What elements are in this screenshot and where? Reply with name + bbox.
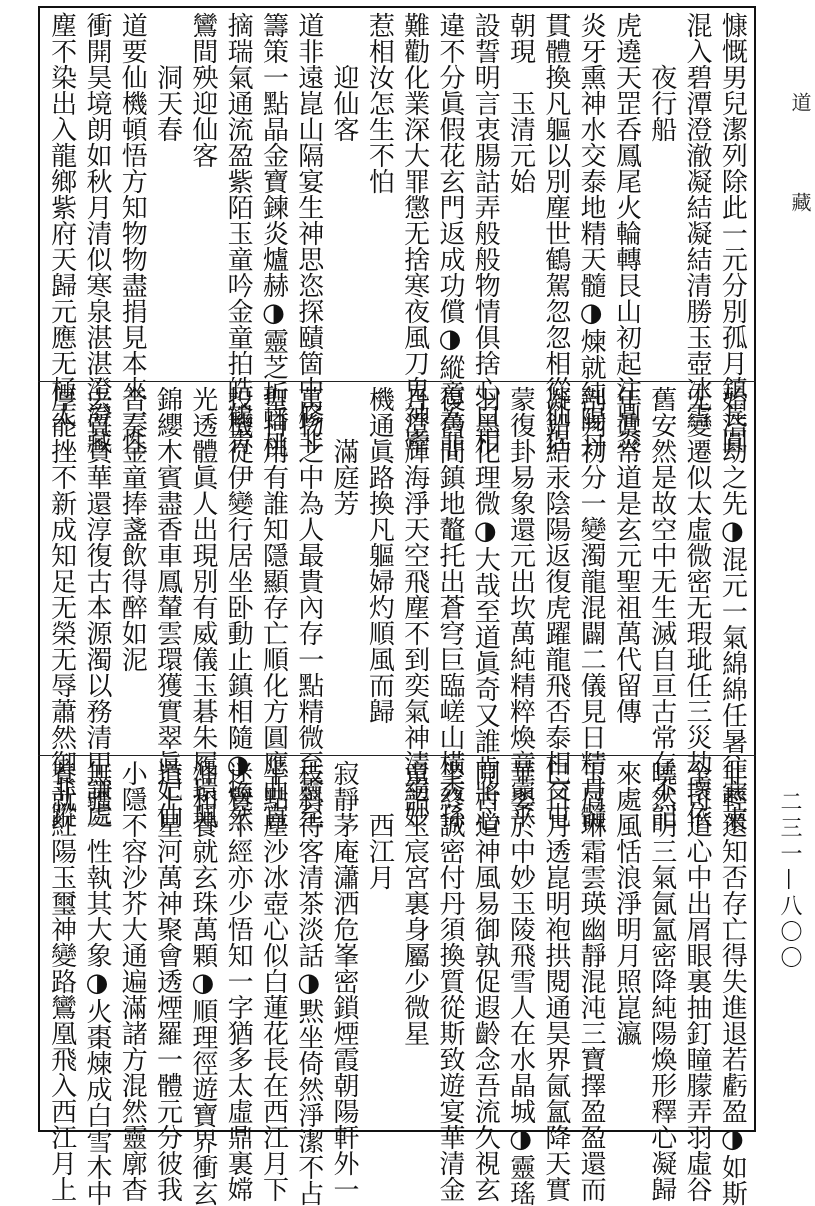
text-column: 道上星河萬神聚會透煙羅一體元分彼我 [152,760,183,1202]
text-column: 違不分眞假花玄門返成功償◑縱意為非 [434,12,465,458]
text-column: 難勸化業深大罪懲无捨寒夜風刀鬼神牽 [399,12,430,454]
text-column: 機通眞路換凡軀婦灼順風而歸 [364,386,395,724]
text-column: 塵不染出入龍鄉紫府天歸元應无極太 [46,12,77,428]
text-column: 月澄輝海淨天空飛塵不到奕氣神清絕妙 [399,386,430,828]
text-column: 道要仙機頓悟方知物物盡捐見本來一性 [117,12,148,454]
text-column: 開古道神風易御孰促遐齡念吾流久視玄 [470,760,501,1202]
text-column: 慷慨男兒潔列除此一元分別孤月鎮長圓 [717,12,748,454]
text-column: 巳日月透崑明袍拱閱通昊界氤氳降天實 [540,760,571,1202]
text-column: 摘瑞氣通流盈紫陌玉童吟金童拍皓鶴青 [223,12,254,454]
text-column: 聖日用有誰知隱顯存亡順化方圓應曲直 [258,386,289,828]
text-column: 玉屑琳霜雲瑛幽靜混沌三寶擇盈盈還而 [576,760,607,1202]
text-column: 貫體換凡軀以別塵世鶴駕忽忽相從仙侶 [540,12,571,454]
text-column: 舊安然是故空中无生滅自亘古常存不記 [646,386,677,828]
text-column: 惹相汝怎生不怕 [364,12,395,194]
text-column: 來處風恬浪淨明月照崑瀛 [611,760,642,1046]
text-column: 朝現 玉清元始 [505,12,536,194]
text-column: 曉然明三氣氤氳密降純陽煥形釋心凝歸 [646,760,677,1202]
text-column: 羽墨化理微◑大哉至道眞奇又誰肯將心 [470,386,501,832]
text-column: 洞天春 [152,12,183,142]
text-column: 西江月 [364,760,395,890]
text-column: 設誓明言衷腸詁弄般般物情俱捨心口相 [470,12,501,454]
text-column: 迎仙客 [329,12,360,142]
text-column: 凝鉛結汞陰陽返復虎躍龍飛否泰相交屯 [540,386,571,828]
text-column: 寂靜茅庵瀟洒危峯密鎖煙霞朝陽軒外一 [329,760,360,1202]
text-column: 去質貪華還淳復古本源濁以務清甲謙處 [81,386,112,828]
text-column: 道非遠崑山隔宴生神思恣探賾箇中修非 [293,12,324,454]
text-column: 全可道心中出屑眼裏抽釘瞳朦弄羽虛谷 [682,760,713,1202]
text-column: 籌策一點晶金寶鍊炎爐赫◑靈芝折蟠桃 [258,12,289,458]
text-column: 衝開昊境朗如秋月清似寒泉湛湛澄澄藏 [81,12,112,454]
text-column: 滿庭芳 [329,386,360,516]
text-column: 剖判初分一變濁龍混闢二儀見日精月髓 [576,386,607,828]
text-column: 无變遷似太虛微密无瑕玼任三災劫壞依 [682,386,713,828]
text-column: 始浩劫之先◑混元一氣綿綿任暑往寒來 [717,386,748,832]
text-column: 混入碧潭澄澈凝結凝結清勝玉壺冰雪 [682,12,713,428]
text-column: 夜行船 [646,12,677,142]
text-column: 炎牙熏神水交泰地精天髓◑煉就純陽丹 [576,12,607,458]
text-column: 迷覽千經亦少悟知一字猶多太虛鼎裏嫦 [223,760,254,1202]
text-column: 鸞間殃迎仙客 [187,12,218,168]
text-column: 復舊間鎮地鼇托出蒼穹巨臨嵯山橫秀孫 [434,386,465,828]
text-column: 厚能挫不新成知足无榮无辱蕭然御非蹤 [46,386,77,828]
text-column: 小隱不容沙芥大通遍滿諸方混然靈廓杳 [117,760,148,1202]
text-column: 童詔玉宸宮裏身屬少微星 [399,760,430,1046]
margin-subtitle: 藏 [788,192,812,218]
text-column: 蒙復卦易象還元出坎萬純精粹煥章蒙平 [505,386,536,828]
text-column: 無疆一性執其大象◑火棗煉成白雪木中 [81,760,112,1206]
text-column: 枝斜待客清茶淡話◑黙坐倚然淨潔不占 [293,760,324,1206]
text-band [38,756,756,1206]
text-column: 華嬰於中妙玉陵飛雪人在水晶城◑靈瑤 [505,760,536,1206]
text-column: 投機從伊變行居坐卧動止鎮相隨◑煥然 [223,386,254,832]
text-column: 養就紅陽玉璽神變路鸞凰飛入西江月上 [46,760,77,1202]
text-column: 沖和養就玄珠萬顆◑順理徑遊寶界衝玄 [187,760,218,1206]
text-column: 半點塵沙冰壺心似白蓮花長在西江月下 [258,760,289,1202]
text-column: 光透體眞人出現別有威儀玉碁朱履環珮 [187,386,218,828]
text-column: 音奏金童捧盞飲得醉如泥 [117,386,148,672]
text-column: 年眞常道是玄元聖祖萬代留傳 [611,386,642,724]
margin-title: 道 [788,92,812,118]
text-column: 錦纓木賓盡香車鳳輦雲環獲實翠眞妃仙 [152,386,183,828]
text-column: 坐終誠密付丹須換質從斯致遊宴華清金 [434,760,465,1202]
text-column: 萬物之中為人最貴內存一點精微至靈至 [293,386,324,828]
text-column: 虎遶天罡呑鳳尾火輪轉艮山初起注鼎炎 [611,12,642,454]
text-column: 非輕還知否存亡得失進退若虧盈◑如斯 [717,760,748,1206]
page-number: 二三一—八〇〇 [777,790,802,972]
